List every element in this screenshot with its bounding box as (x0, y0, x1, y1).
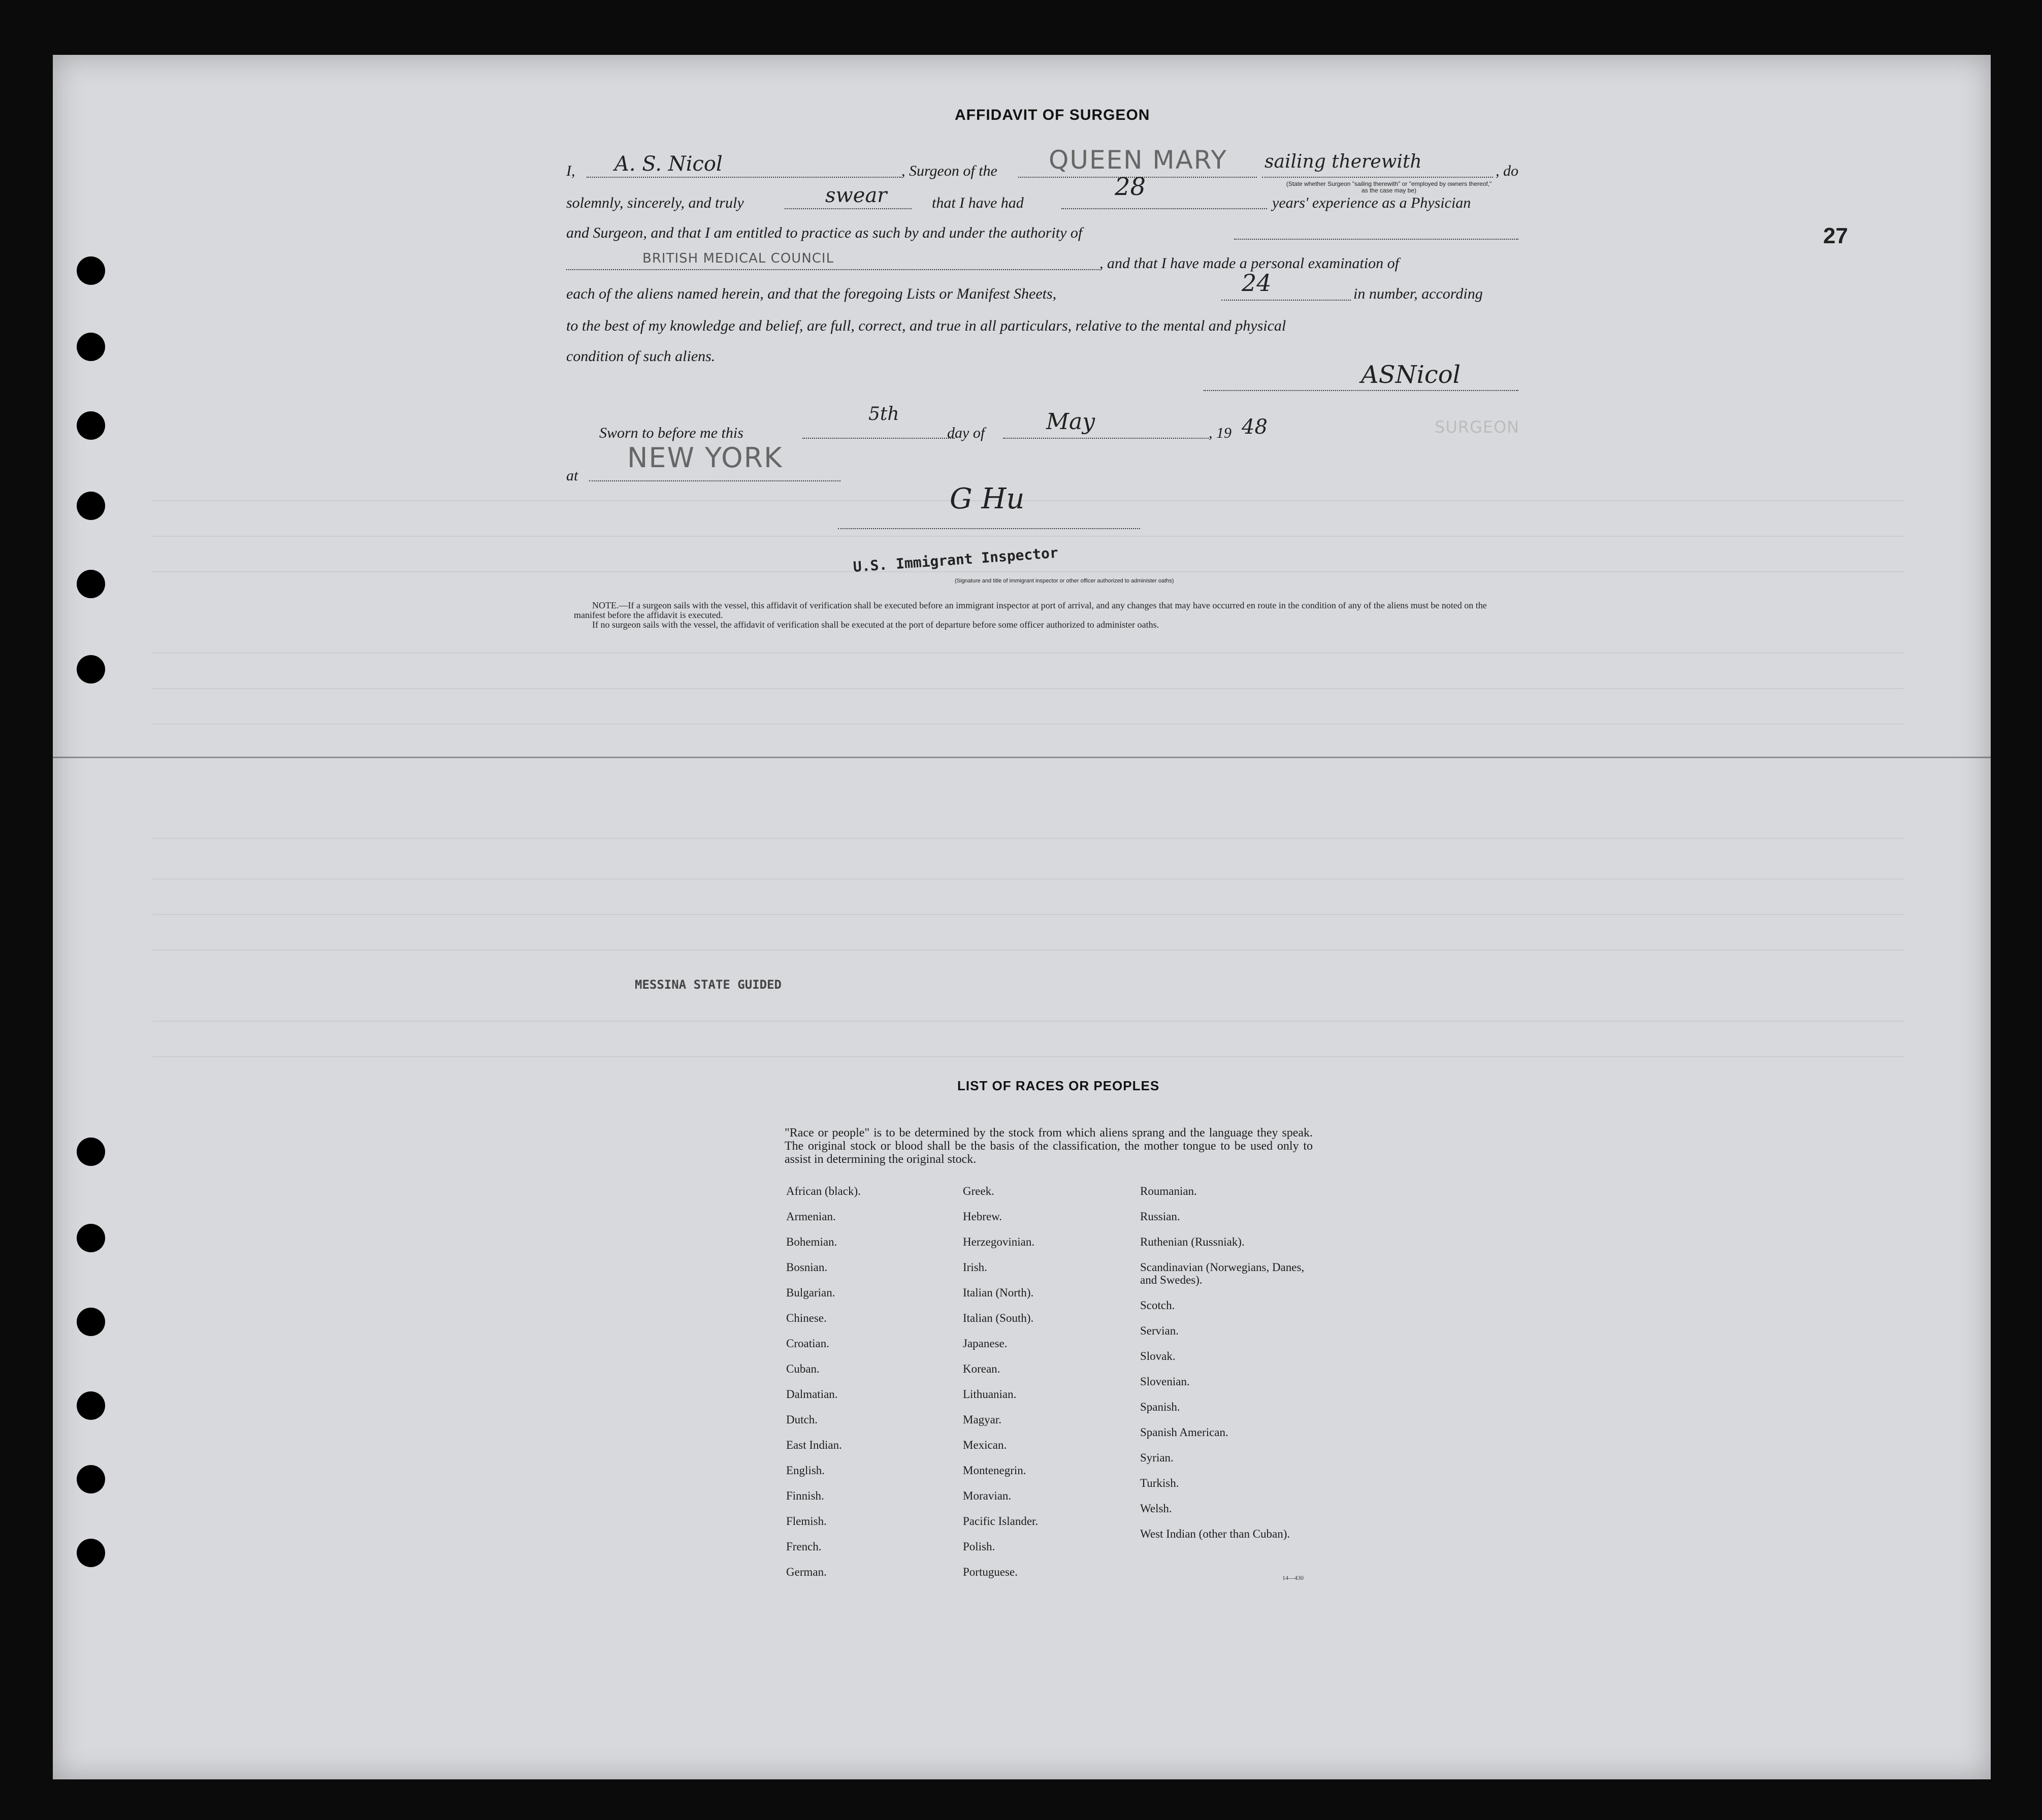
bleed-row (152, 1021, 1904, 1022)
binder-hole (77, 1465, 105, 1493)
binder-hole (77, 492, 105, 520)
race-item: Cuban. (786, 1362, 820, 1375)
day-handwriting: 5th (868, 404, 899, 425)
race-item: Scandinavian (Norwegians, Danes, and Swedes). (1140, 1261, 1305, 1286)
surgeon-signature: ASNicol (1361, 361, 1461, 389)
affidavit-title: AFFIDAVIT OF SURGEON (955, 107, 1150, 123)
years-handwriting: 28 (1115, 173, 1146, 201)
bleed-row (152, 500, 1904, 501)
page-number: 27 (1823, 223, 1848, 248)
race-item: Welsh. (1140, 1502, 1172, 1515)
month-underline (1003, 438, 1209, 439)
race-item: Chinese. (786, 1312, 827, 1324)
years-underline (1061, 208, 1267, 209)
affidavit-note (574, 601, 1518, 630)
capacity-underline (1262, 177, 1493, 178)
race-item: Scotch. (1140, 1299, 1175, 1312)
binder-hole (77, 570, 105, 598)
form-number: 14—430 (1282, 1574, 1304, 1581)
race-item: Lithuanian. (963, 1388, 1017, 1401)
bleed-row (152, 914, 1904, 915)
authority-underline (1234, 239, 1518, 240)
bleed-row (152, 879, 1904, 880)
races-column-1 (786, 1185, 969, 1591)
affidavit-text: each of the aliens named herein, and that the foregoing Lists or Manifest Sheets, (566, 285, 1057, 302)
race-item: Montenegrin. (963, 1464, 1026, 1477)
race-item: Croatian. (786, 1337, 829, 1350)
races-title: LIST OF RACES OR PEOPLES (957, 1078, 1160, 1093)
sheets-underline (1221, 300, 1351, 301)
race-item: Turkish. (1140, 1477, 1179, 1489)
binder-hole (77, 1308, 105, 1336)
oath-handwriting: swear (825, 184, 887, 207)
race-item: Hebrew. (963, 1210, 1002, 1223)
affidavit-text: that I have had (932, 194, 1024, 211)
race-item: West Indian (other than Cuban). (1140, 1528, 1290, 1540)
race-item: Slovak. (1140, 1350, 1176, 1362)
affidavit-text: I, (566, 162, 575, 179)
typed-stamp: MESSINA STATE GUIDED (635, 978, 782, 992)
races-column-2 (963, 1185, 1146, 1591)
race-item: Ruthenian (Russniak). (1140, 1236, 1245, 1248)
race-item: Servian. (1140, 1324, 1179, 1337)
binder-hole (77, 333, 105, 361)
place-underline (589, 480, 840, 481)
race-item: Dutch. (786, 1413, 818, 1426)
vessel-stamp: QUEEN MARY (1049, 145, 1227, 175)
race-item: Irish. (963, 1261, 987, 1274)
race-item: Moravian. (963, 1489, 1012, 1502)
signature-line (1204, 390, 1518, 391)
capacity-handwriting: sailing therewith (1265, 151, 1422, 172)
bleed-row (152, 536, 1904, 537)
race-item: Russian. (1140, 1210, 1180, 1223)
race-item: East Indian. (786, 1439, 842, 1451)
bleed-row (152, 724, 1904, 725)
binder-hole (77, 1391, 105, 1420)
race-item: Finnish. (786, 1489, 824, 1502)
sheets-handwriting: 24 (1242, 269, 1272, 297)
inspector-caption: (Signature and title of immigrant inspector or other officer authorized to administer oaths) (955, 578, 1174, 584)
race-item: Italian (South). (963, 1312, 1034, 1324)
oath-underline (785, 208, 912, 209)
race-item: Japanese. (963, 1337, 1008, 1350)
sailing-note: (State whether Surgeon "sailing therewith" or "employed by owners thereof," as the case may be) (1286, 180, 1492, 194)
race-item: Bosnian. (786, 1261, 828, 1274)
race-item: Spanish American. (1140, 1426, 1228, 1439)
race-item: Magyar. (963, 1413, 1002, 1426)
race-item: Polish. (963, 1540, 995, 1553)
race-item: English. (786, 1464, 825, 1477)
affidavit-text: , Surgeon of the (901, 162, 997, 179)
race-item: Greek. (963, 1185, 994, 1197)
binder-hole (77, 1224, 105, 1252)
binder-hole (77, 256, 105, 285)
race-item: Syrian. (1140, 1451, 1174, 1464)
year-handwriting: 48 (1242, 415, 1268, 439)
affidavit-text: , do (1496, 162, 1518, 179)
fold-line (53, 757, 1991, 758)
affidavit-text: to the best of my knowledge and belief, are full, correct, and true in all particulars, relative to the mental and physical (566, 317, 1286, 334)
race-item: Mexican. (963, 1439, 1007, 1451)
bleed-row (152, 688, 1904, 689)
place-stamp: NEW YORK (627, 442, 783, 474)
affidavit-text: condition of such aliens. (566, 348, 716, 365)
binder-hole (77, 1138, 105, 1166)
race-item: Flemish. (786, 1515, 827, 1528)
day-underline (802, 438, 955, 439)
ghost-surgeon-text: SURGEON (1435, 417, 1520, 437)
bleed-row (152, 950, 1904, 951)
affidavit-text: in number, according (1353, 285, 1483, 302)
bleed-row (152, 1056, 1904, 1057)
affidavit-text: years' experience as a Physician (1272, 194, 1471, 211)
race-item: Italian (North). (963, 1286, 1034, 1299)
affidavit-text: solemnly, sincerely, and truly (566, 194, 744, 211)
affidavit-text: , and that I have made a personal examination of (1099, 255, 1399, 272)
affidavit-text: at (566, 467, 578, 484)
surgeon-name: A. S. Nicol (614, 152, 723, 176)
race-item: Bohemian. (786, 1236, 837, 1248)
race-item: Dalmatian. (786, 1388, 838, 1401)
affidavit-text: Sworn to before me this (599, 425, 743, 441)
races-column-3 (1140, 1185, 1313, 1553)
race-item: Portuguese. (963, 1566, 1018, 1578)
name-underline (587, 177, 901, 178)
race-item: Pacific Islander. (963, 1515, 1039, 1528)
note-line-1: NOTE.—If a surgeon sails with the vessel, this affidavit of verification shall be executed before an immigrant inspector at port of arrival, and any changes that may have occurred en route in the condition of any of the aliens must be noted on the manifest before the affidavit is executed. (574, 600, 1487, 620)
race-item: Roumanian. (1140, 1185, 1197, 1197)
affidavit-text: day of (947, 425, 985, 441)
binder-hole (77, 1539, 105, 1567)
binder-hole (77, 411, 105, 440)
bleed-row (152, 838, 1904, 839)
affidavit-text: , 19 (1209, 425, 1231, 441)
inspector-signature: G Hu (950, 482, 1025, 515)
bleed-row (152, 653, 1904, 654)
note-line-2: If no surgeon sails with the vessel, the affidavit of verification shall be executed at the port of departure before some officer authorized to administer oaths. (592, 620, 1159, 630)
inspector-title: U.S. Immigrant Inspector (852, 544, 1059, 575)
race-item: Slovenian. (1140, 1375, 1190, 1388)
race-item: Armenian. (786, 1210, 836, 1223)
authority-stamp: BRITISH MEDICAL COUNCIL (642, 251, 834, 266)
affidavit-text: and Surgeon, and that I am entitled to practice as such by and under the authority of (566, 224, 1083, 241)
race-item: Spanish. (1140, 1401, 1180, 1413)
authority-underline-2 (566, 269, 1099, 270)
month-handwriting: May (1046, 409, 1095, 435)
race-item: French. (786, 1540, 822, 1553)
binder-hole (77, 655, 105, 684)
races-intro: "Race or people" is to be determined by the stock from which aliens sprang and the language they speak. The original stock or blood shall be the basis of the classification, the mother tongue to be used only to assist in determining the original stock. (785, 1126, 1313, 1166)
bleed-row (152, 571, 1904, 572)
inspector-signature-line (838, 528, 1140, 529)
race-item: Herzegovinian. (963, 1236, 1035, 1248)
race-item: Bulgarian. (786, 1286, 835, 1299)
race-item: Korean. (963, 1362, 1000, 1375)
race-item: German. (786, 1566, 827, 1578)
race-item: African (black). (786, 1185, 861, 1197)
